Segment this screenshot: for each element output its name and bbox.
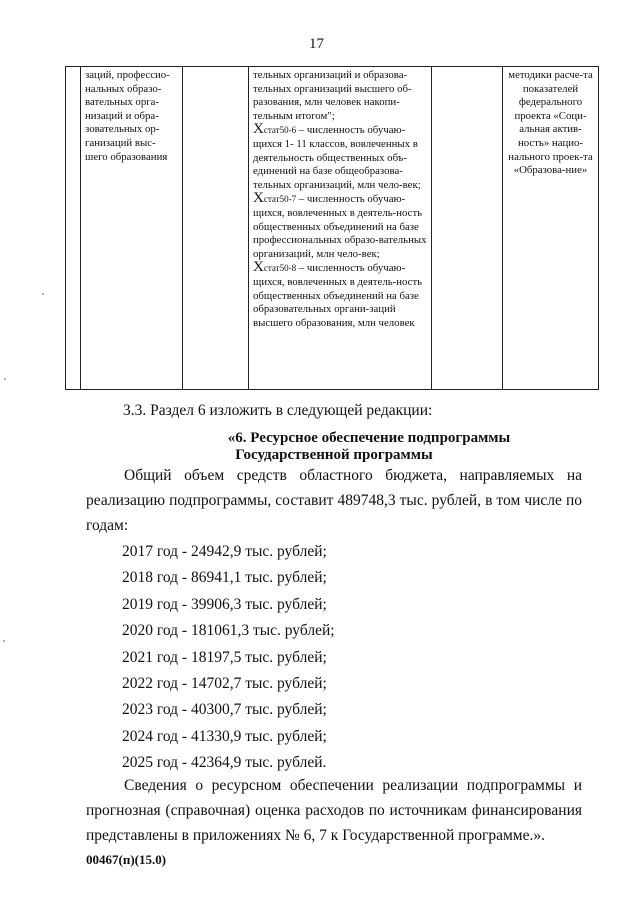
formula-intro-text: тельных организаций и образова-тельных организаций высшего об-разования, млн человек накопи-тельным итогом"; (253, 69, 412, 122)
page-number: 17 (309, 36, 324, 52)
table-cell-organization-types: зaций, профессио-нальных образо-вательных орга-низаций и обра-зовательных ор-ганизаций выс-шего образования (81, 67, 183, 390)
formula-x-stat50-8 (253, 261, 427, 330)
scan-speck (42, 293, 44, 295)
list-item: 2022 год - 14702,7 тыс. рублей; (122, 674, 327, 692)
table-row (66, 67, 599, 390)
formula-description: – численность обучаю-щихся, вовлеченных в деятель-ность общественных объединений на базе профессиональных образо-вательных организаций, млн чело-век; (253, 193, 427, 260)
resource-info-paragraph: Сведения о ресурсном обеспечении реализации подпрограммы и прогнозная (справочная) оценка расходов по источникам финансирования представлены в приложениях № 6, 7 к Государственной программе.». (86, 777, 582, 844)
formula-description: – численность обучаю-щихся 1- 11 классов, вовлеченных в деятельность общественных объ-единений на базе общеобразова-тельных организаций, млн чело-век; (253, 124, 421, 191)
formula-subscript: стат50-8 (263, 263, 297, 274)
table-cell-empty (432, 67, 503, 390)
list-item: 2018 год - 86941,1 тыс. рублей; (122, 569, 327, 587)
list-item: 2023 год - 40300,7 тыс. рублей; (122, 701, 327, 719)
section-heading-line-1: «6. Ресурсное обеспечение подпрограммы (227, 430, 511, 446)
formula-description: – численность обучаю-щихся, вовлеченных в деятель-ность общественных объединений на базе образовательных органи-заций высшего образования, млн человек (253, 262, 423, 329)
annual-funding-list (122, 539, 335, 777)
list-item: 2024 год - 41330,9 тыс. рублей; (122, 727, 327, 745)
table-cell-number (66, 67, 81, 390)
table-cell-empty (183, 67, 249, 390)
formula-symbol: Х (253, 259, 264, 276)
list-item: 2020 год - 181061,3 тыс. рублей; (122, 622, 335, 640)
formula-x-stat50-7 (253, 192, 427, 261)
indicator-table-continuation (65, 66, 599, 390)
total-budget-paragraph: Общий объем средств областного бюджета, направляемых на реализацию подпрограммы, составит 489748,3 тыс. рублей, в том числе по годам: (86, 467, 582, 534)
scan-speck (4, 378, 6, 380)
list-item: 2017 год - 24942,9 тыс. рублей; (122, 543, 327, 560)
table-cell-methodology-source: методики расче-та показателей федерального проекта «Соци-альная актив-ность» нацио-нального проек-та «Образова-ние» (503, 67, 599, 390)
list-item: 2025 год - 42364,9 тыс. рублей. (122, 754, 327, 772)
table-cell-calculation (249, 67, 432, 390)
document-code: 00467(п)(15.0) (86, 852, 167, 867)
formula-x-stat50-6 (253, 123, 427, 192)
list-item: 2021 год - 18197,5 тыс. рублей; (122, 648, 327, 666)
list-item: 2019 год - 39906,3 тыс. рублей; (122, 595, 327, 613)
amendment-paragraph-3-3: 3.3. Раздел 6 изложить в следующей редакции: (123, 402, 433, 419)
section-heading (86, 430, 582, 464)
formula-subscript: стат50-6 (263, 125, 297, 136)
section-heading-line-2: Государственной программы (235, 447, 433, 463)
scan-speck (3, 640, 5, 642)
formula-symbol: Х (253, 190, 264, 207)
formula-subscript: стат50-7 (263, 194, 297, 205)
formula-symbol: Х (253, 121, 264, 138)
